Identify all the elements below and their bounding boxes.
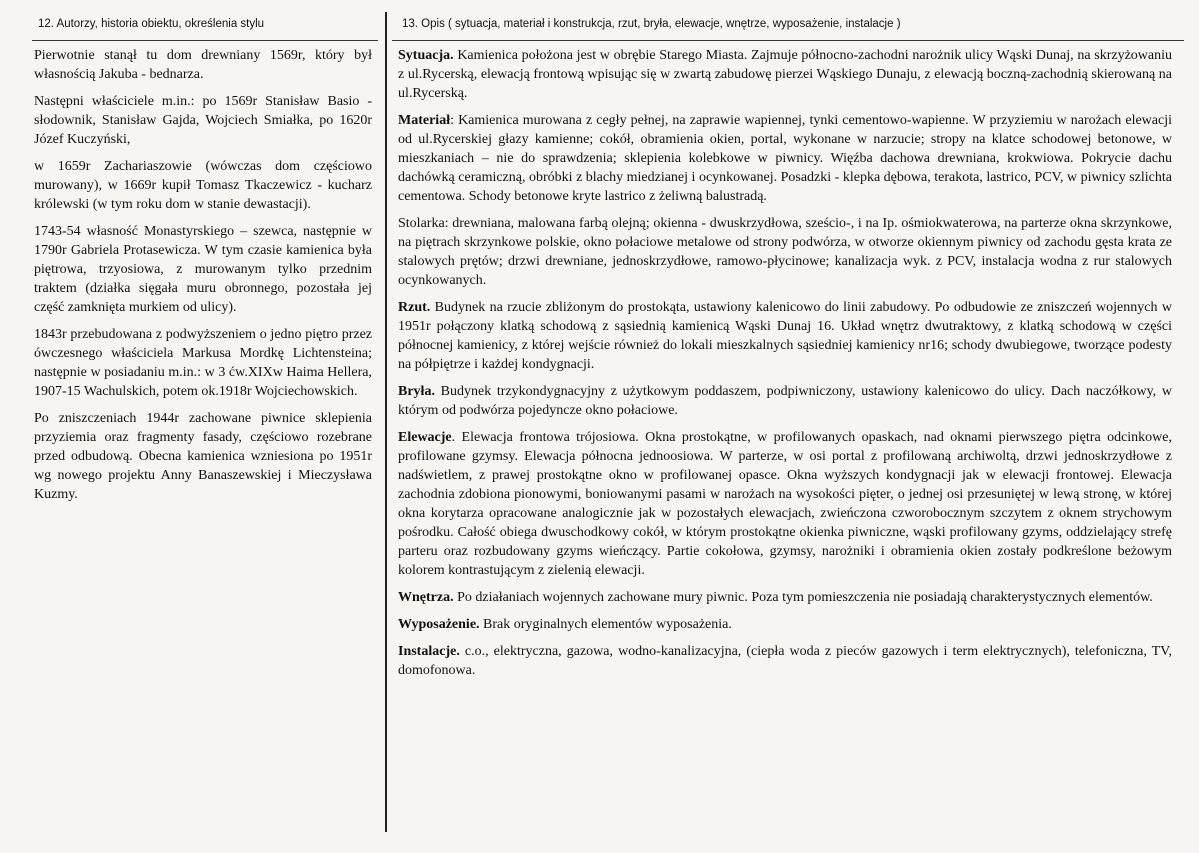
section-text: Kamienica położona jest w obrębie Starego Miasta. Zajmuje północno-zachodni narożnik ulicy Wąski Dunaj, na skrzyżowaniu z ul.Rycerską, elewacją frontową wpisując się w zwartą zabudowę pierzei Wąskiego Dunaju, z elewacją boczną-zachodnią skierowaną na ul.Rycerską.: [398, 48, 1172, 101]
section-text: Brak oryginalnych elementów wyposażenia.: [479, 617, 732, 632]
section-text: c.o., elektryczna, gazowa, wodno-kanalizacyjna, (ciepła woda z pieców gazowych i term elektrycznych), telefoniczna, TV, domofonowa.: [398, 644, 1172, 678]
history-paragraph: 1843r przebudowana z podwyższeniem o jedno piętro przez ówczesnego właściciela Markusa Mordkę Lichtensteina; następnie w posiadaniu m.in.: w 3 ćw.XIXw Haima Hellera, 1907-15 Wachulskich, potem ok.1918r Wojciechowskich.: [34, 327, 372, 399]
section-text: Po działaniach wojennych zachowane mury piwnic. Poza tym pomieszczenia nie posiadają charakterystycznych elementów.: [453, 590, 1153, 605]
history-header: 12. Autorzy, historia obiektu, określenia stylu: [38, 18, 265, 30]
history-column: [34, 14, 372, 512]
section-label: Sytuacja.: [398, 48, 454, 63]
section-text: . Elewacja frontowa trójosiowa. Okna prostokątne, w profilowanych opaskach, nad oknami pierwszego piętra odcinkowe, profilowane gzymsy. Elewacja północna jednoosiowa. W parterze, w osi portal z profilowaną archiwoltą, drzwi jednoskrzydłowe z nadświetlem, z prawej prostokątne okno w profilowanej opasce. Okna wyższych kondygnacji jak w elewacji frontowej. Elewacja zachodnia zdobiona pionowymi, boniowanymi pasami w narożach na wysokości pięter, o jednej osi przesuniętej w lewą stronę, w której okna korytarza opracowane analogicznie jak w pozostałych elewacjach, zwieńczona czworobocznym szczytem z oknem strychowym pośrodku. Całość obiega dwuschodkowy cokół, w którym prostokątne okienka piwniczne, wąski profilowany gzyms, oddzielający strefę parteru oraz rozbudowany gzyms wieńczący. Partie cokołowa, gzymsy, narożniki i obramienia okien zostały podkreślone beżowym kolorem kontrastującym z zielenią elewacji.: [398, 430, 1172, 578]
section-massing: [398, 382, 1172, 420]
section-label: Wnętrza.: [398, 590, 454, 605]
section-text: : Kamienica murowana z cegły pełnej, na zaprawie wapiennej, tynki cementowo-wapienne. W przyziemiu w narożach elewacji od ul.Rycerskiej głazy kamienne; cokół, obramienia okien, portal, wykonane w narzucie; stropy na klatce schodowej betonowe, w mieszkaniach – nie do sprawdzenia; sklepienia kolebkowe w piwnicy. Więźba dachowa drewniana, krokwiowa. Pokrycie dachu dachówką ceramiczną, obróbki z blachy miedzianej i ocynkowanej. Posadzki - klepka dębowa, terakota, lastrico, PCV, w piwnicy szlichta cementowa. Schody betonowe kryte lastrico z żeliwną balustradą.: [398, 113, 1172, 204]
column-divider: [385, 12, 387, 832]
section-label: Wyposażenie.: [398, 617, 480, 632]
section-label: Bryła.: [398, 384, 435, 399]
description-body: [398, 46, 1172, 680]
section-joinery: [398, 214, 1172, 290]
section-label: Elewacje: [398, 430, 452, 445]
section-label: Rzut.: [398, 300, 431, 315]
section-label: Instalacje.: [398, 644, 460, 659]
section-elevations: [398, 428, 1172, 580]
section-material: [398, 111, 1172, 206]
section-label: Materiał: [398, 113, 451, 128]
history-paragraph: 1743-54 własność Monastyrskiego – szewca, następnie w 1790r Gabriela Protasewicza. W tym czasie kamienica była piętrowa, trzyosiowa, z murowanym tylko przednim traktem (działka sięgała muru obronnego, pozostała jej część zamknięta murkiem od ulicy).: [34, 224, 372, 315]
section-text: Budynek na rzucie zbliżonym do prostokąta, ustawiony kalenicowo do linii zabudowy. Po odbudowie ze zniszczeń wojennych w 1951r połączony klatką schodową z sąsiednią kamienicą Wąski Dunaj 16. Układ wnętrz dwutraktowy, z klatką schodową w części północnej kamienicy, z której wejście również do lokali mieszkalnych sąsiedniej kamienicy nr16; schody dwubiegowe, tworzące podesty na półpiętrze i każdej kondygnacji.: [398, 300, 1172, 372]
section-text: Stolarka: drewniana, malowana farbą olejną; okienna - dwuskrzydłowa, sześcio-, i na Ip. ośmiokwaterowa, na parterze okna skrzynkowe, na piętrach skrzynkowe polskie, okno połaciowe metalowe od strony podwórza, w otworze okiennym piwnicy od zachodu gęsta krata ze stalowych prętów; drzwi drewniane, jednoskrzydłowe, ramowo-płycinowe; kanalizacja wyk. z PCV, instalacja wodna z rur stalowych ocynkowanych.: [398, 216, 1172, 288]
history-body: [34, 46, 372, 504]
section-installations: [398, 642, 1172, 680]
section-text: Budynek trzykondygnacyjny z użytkowym poddaszem, podpiwniczony, ustawiony kalenicowo do ulicy. Dach naczółkowy, w którym od podwórza pojedyncze okno połaciowe.: [398, 384, 1172, 418]
history-paragraph: Następni właściciele m.in.: po 1569r Stanisław Basio - słodownik, Stanisław Gajda, Wojciech Smiałka, po 1620r Józef Kuczyński,: [34, 94, 372, 147]
description-header: 13. Opis ( sytuacja, materiał i konstrukcja, rzut, bryła, elewacje, wnętrze, wyposażenie, instalacje ): [402, 18, 901, 30]
history-paragraph: Pierwotnie stanął tu dom drewniany 1569r, który był własnością Jakuba - bednarza.: [34, 48, 372, 82]
section-situation: [398, 46, 1172, 103]
description-column: [398, 14, 1172, 688]
history-paragraph: w 1659r Zachariaszowie (wówczas dom częściowo murowany), w 1669r kupił Tomasz Tkaczewicz - kucharz królewski (w tym roku dom w stanie dewastacji).: [34, 159, 372, 212]
section-furnishing: [398, 615, 1172, 634]
section-interiors: [398, 588, 1172, 607]
section-plan: [398, 298, 1172, 374]
history-paragraph: Po zniszczeniach 1944r zachowane piwnice sklepienia przyziemia oraz fragmenty fasady, częściowo rozebrane przed odbudową. Obecna kamienica wzniesiona po 1951r wg nowego projektu Anny Banaszewskiej i Mieczysława Kuzmy.: [34, 411, 372, 502]
